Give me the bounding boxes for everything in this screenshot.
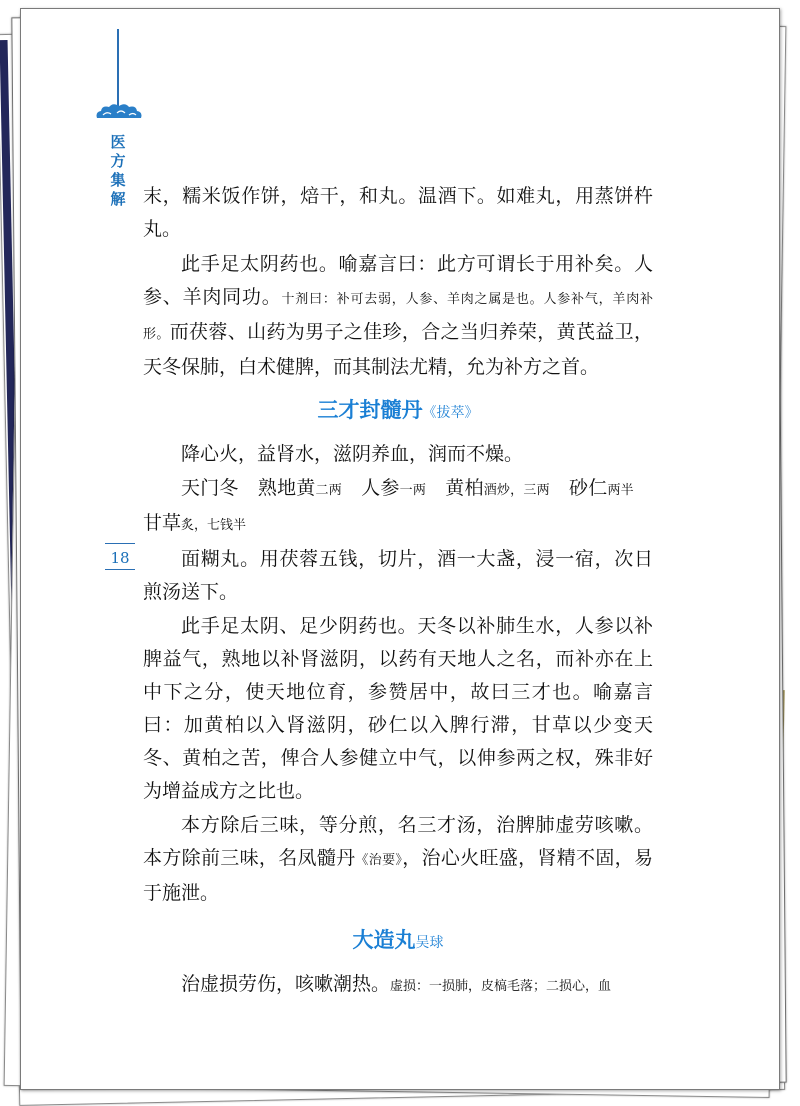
paragraph bbox=[143, 610, 653, 808]
auspicious-cloud-icon bbox=[93, 101, 145, 123]
recipe-source: 《拔萃》 bbox=[422, 405, 479, 421]
body-text: 砂仁 bbox=[549, 477, 608, 499]
annotation-text: 两半 bbox=[607, 483, 634, 498]
recipe-source: 吴球 bbox=[415, 935, 444, 951]
paragraph bbox=[143, 968, 653, 1003]
body-text: 此手足太阴药也。喻嘉言曰：此方可谓长于用补矣。人参、羊肉同功。 bbox=[143, 253, 653, 308]
hanging-thread bbox=[117, 29, 119, 107]
page-number: 18 bbox=[110, 549, 130, 567]
page-number-rule bbox=[105, 569, 135, 570]
main-text bbox=[143, 180, 653, 1003]
paragraph bbox=[143, 543, 653, 609]
body-text: 甘草 bbox=[143, 477, 653, 534]
body-text: 末，糯米饭作饼，焙干，和丸。温酒下。如难丸，用蒸饼杵丸。 bbox=[143, 185, 653, 240]
body-text: ，治心火旺盛，肾精不固，易于施泄。 bbox=[143, 847, 653, 904]
annotation-text: 酒炒，三两 bbox=[483, 483, 550, 498]
paragraph bbox=[143, 180, 653, 246]
body-text: 而茯蓉、山药为男子之佳珍，合之当归养荣，黄芪益卫，天冬保肺，白术健脾，而其制法尤精，允为补方之首。 bbox=[143, 321, 653, 378]
body-text: 人参 bbox=[341, 477, 400, 499]
recipe-heading bbox=[143, 923, 653, 960]
annotation-text: 炙，七钱半 bbox=[181, 518, 247, 533]
annotation-text: 十剂曰：补可去弱，人参、羊肉之属是也。人参补气，羊肉补形。 bbox=[143, 292, 653, 342]
body-text: 本方除后三味，等分煎，名三才汤，治脾肺虚劳咳嗽。本方除前三味，名凤髓丹 bbox=[143, 814, 653, 869]
annotation-text: 虚损：一损肺，皮槁毛落；二损心，血 bbox=[390, 979, 612, 994]
body-text: 天门冬 熟地黄 bbox=[181, 477, 316, 499]
paragraph bbox=[143, 438, 653, 471]
annotation-text: 一两 bbox=[399, 483, 427, 498]
body-text: 黄柏 bbox=[426, 477, 484, 499]
body-text: 此手足太阴、足少阴药也。天冬以补肺生水，人参以补脾益气，熟地以补肾滋阴，以药有天地人之名，而补亦在上中下之分，使天地位育，参赞居中，故曰三才也。喻嘉言曰：加黄柏以入肾滋阴，砂仁以入脾行滞，甘草以少变天冬、黄柏之苦，俾合人参健立中气，以伸参两之权，殊非好为增益成方之比也。 bbox=[143, 615, 653, 802]
book-title-vertical: 医方集解 bbox=[110, 133, 126, 208]
body-text: 降心火，益肾水，滋阴养血，润而不燥。 bbox=[181, 443, 524, 465]
paragraph bbox=[143, 809, 653, 910]
annotation-text: 《治要》 bbox=[355, 853, 403, 868]
recipe-heading bbox=[143, 393, 653, 430]
recipe-title: 大造丸 bbox=[352, 928, 416, 952]
body-text: 面糊丸。用茯蓉五钱，切片，酒一大盏，浸一宿，次日煎汤送下。 bbox=[143, 548, 653, 603]
recipe-title: 三才封髓丹 bbox=[317, 398, 423, 422]
paragraph bbox=[143, 472, 653, 542]
annotation-text: 二两 bbox=[315, 483, 342, 498]
paragraph bbox=[143, 248, 653, 384]
page-number-rule bbox=[105, 543, 135, 544]
body-text: 治虚损劳伤，咳嗽潮热。 bbox=[181, 973, 391, 995]
